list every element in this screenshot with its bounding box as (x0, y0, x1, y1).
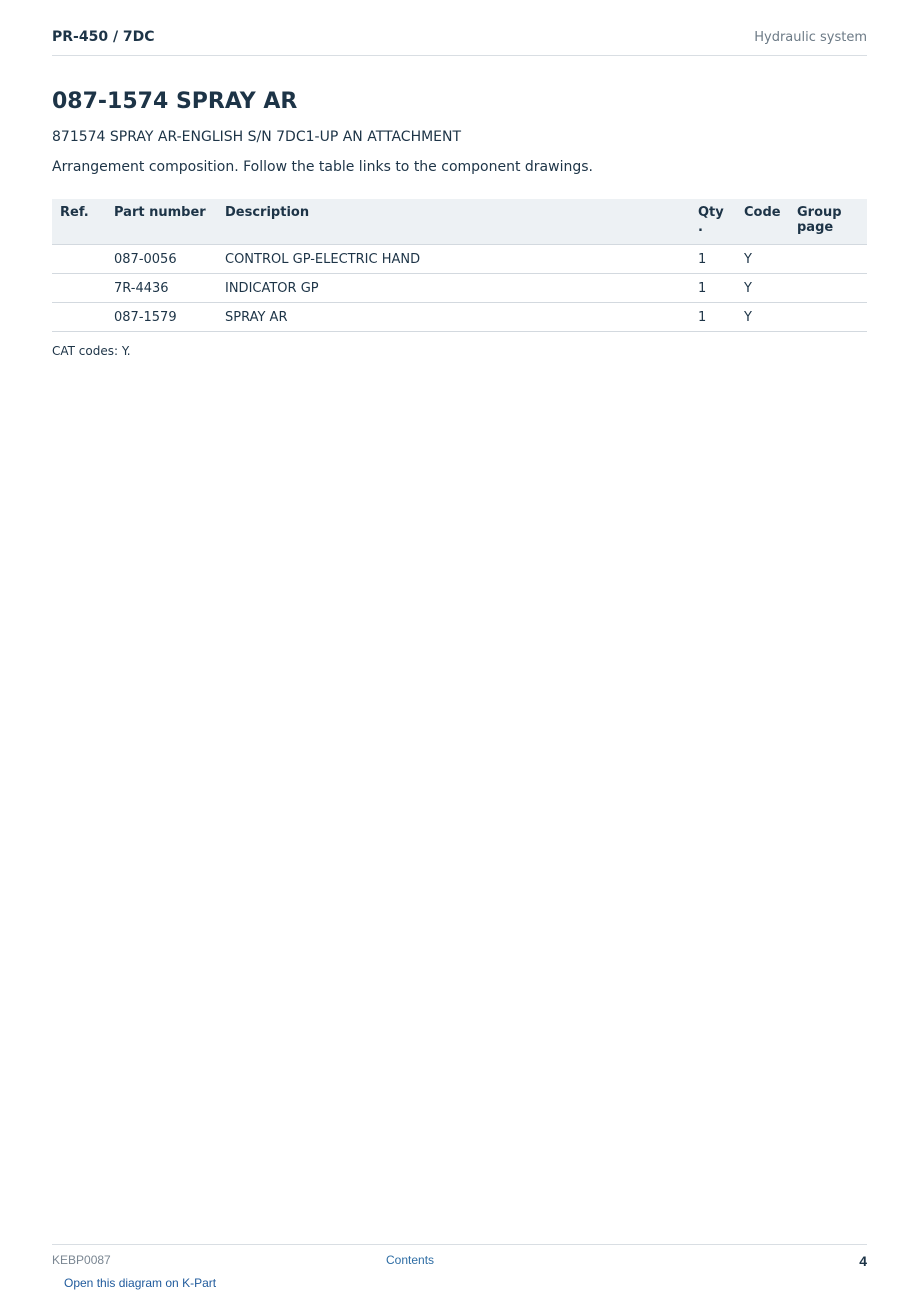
cell-code: Y (736, 303, 789, 332)
cell-qty: 1 (690, 245, 736, 274)
page-footer (52, 1244, 867, 1271)
cell-code: Y (736, 274, 789, 303)
cat-codes-note: CAT codes: Y. (52, 344, 131, 358)
cell-ref (52, 274, 106, 303)
page-title: 087-1574 SPRAY AR (52, 89, 298, 114)
cell-qty: 1 (690, 274, 736, 303)
document-id: PR-450 / 7DC (52, 29, 155, 45)
column-header-description: Description (217, 199, 690, 245)
cell-group-page (789, 245, 867, 274)
column-header-group-page: Group page (789, 199, 867, 245)
cell-description: SPRAY AR (217, 303, 690, 332)
cell-code: Y (736, 245, 789, 274)
page-subtitle: 871574 SPRAY AR-ENGLISH S/N 7DC1-UP AN ATTACHMENT (52, 129, 462, 145)
cell-group-page (789, 274, 867, 303)
cell-description: CONTROL GP-ELECTRIC HAND (217, 245, 690, 274)
cell-ref (52, 303, 106, 332)
page-header (52, 29, 867, 56)
cell-part-number: 087-1579 (106, 303, 217, 332)
open-in-kpart-link[interactable]: Open this diagram on K-Part (64, 1276, 217, 1290)
table-row (52, 303, 867, 332)
cell-qty: 1 (690, 303, 736, 332)
contents-link[interactable]: Contents (386, 1253, 435, 1267)
cell-ref (52, 245, 106, 274)
cell-description: INDICATOR GP (217, 274, 690, 303)
column-header-qty: Qty . (690, 199, 736, 245)
table-header-row (52, 199, 867, 245)
cell-part-number: 7R-4436 (106, 274, 217, 303)
parts-table (52, 199, 867, 332)
document-code: KEBP0087 (52, 1253, 111, 1267)
column-header-ref: Ref. (52, 199, 106, 245)
column-header-part-number: Part number (106, 199, 217, 245)
section-name: Hydraulic system (754, 30, 867, 45)
intro-text: Arrangement composition. Follow the table links to the component drawings. (52, 159, 593, 175)
cell-group-page (789, 303, 867, 332)
table-row (52, 245, 867, 274)
page-number: 4 (859, 1253, 867, 1269)
column-header-code: Code (736, 199, 789, 245)
table-row (52, 274, 867, 303)
cell-part-number: 087-0056 (106, 245, 217, 274)
